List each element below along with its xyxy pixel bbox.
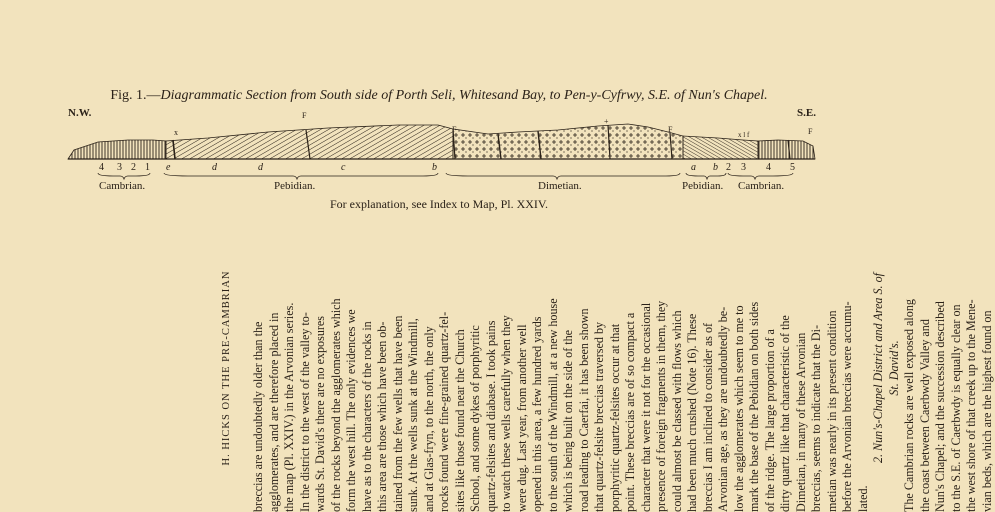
- body-text: [251, 224, 995, 512]
- text-line: had been much crushed (Note 16). These: [685, 313, 699, 512]
- section-subheading: 2. Nun's-Chapel District and Area S. of: [871, 272, 885, 464]
- marker-fault: F: [668, 125, 673, 134]
- text-line: Arvonian age, as they are undoubtedly be-: [716, 306, 730, 512]
- text-line: to the S.E. of Caerbwdy is equally clear on: [948, 304, 963, 512]
- unit-label-cambrian: Cambrian.: [738, 180, 785, 192]
- text-line: porphyritic quartz-felsites occur at that: [607, 323, 622, 512]
- letter-label: b: [432, 162, 437, 173]
- text-line: have as to the characters of the rocks in: [359, 321, 374, 512]
- text-line: Nun's Chapel; and the succession described: [933, 301, 947, 512]
- text-line: wards St. David's there are no exposures: [313, 316, 327, 512]
- text-line: were dug. Last year, from another well: [514, 324, 529, 512]
- text-line: to watch these wells carefully when they: [499, 315, 513, 512]
- text-line: road leading to Caerfai, it has been shown: [576, 308, 591, 512]
- number-label: 2: [131, 162, 136, 173]
- text-line: breccias I am inclined to consider as of: [700, 322, 715, 512]
- text-line: metian was nearly in its present condition: [824, 310, 839, 512]
- unit-label-cambrian: Cambrian.: [99, 180, 146, 192]
- text-line: before the Arvonian breccias were accumu-: [840, 301, 854, 512]
- marker-fault: F: [302, 111, 307, 120]
- text-line: low the agglomerates which seem to me to: [731, 305, 746, 512]
- text-line: which is being built on the side of the: [561, 329, 575, 512]
- letter-label: d: [258, 162, 263, 173]
- text-line: quartz-felsites and diabase. I took pains: [483, 320, 498, 512]
- text-line: the west shore of that creek up to the Mene-: [964, 299, 978, 512]
- running-header: H. HICKS ON THE PRE-CAMBRIAN: [221, 270, 232, 466]
- text-line: agglomerates, and are therefore placed in: [266, 312, 281, 512]
- text-line: In the district to the west of the valley to-: [297, 312, 312, 512]
- text-line: presence of foreign fragments in them, they: [654, 300, 668, 512]
- text-line: sites like those found near the Church: [452, 329, 467, 512]
- text-line: point. These breccias are of so compact a: [623, 312, 637, 512]
- figure-explanation: For explanation, see Index to Map, Pl. XXIV.: [329, 197, 549, 211]
- text-line: Dimetian, in many of these Arvonian: [793, 332, 808, 512]
- number-label: 4: [766, 162, 771, 173]
- letter-label: a: [691, 162, 696, 173]
- number-label: 4: [99, 162, 104, 173]
- number-label: 2: [726, 162, 731, 173]
- text-line: could almost be classed with flows which: [669, 310, 684, 512]
- text-line: to the south of the Windmill, at a new house: [545, 298, 560, 512]
- figure-title: Diagrammatic Section from South side of Porth Seli, Whitesand Bay, to Pen-y-Cyfrwy, S.E. of Nun's Chapel.: [160, 88, 768, 103]
- text-line: breccias are undoubtedly older than the: [251, 321, 265, 512]
- number-label: 5: [790, 162, 795, 173]
- text-line: form the west hill. The only evidences we: [344, 309, 358, 512]
- letter-label: d: [212, 162, 217, 173]
- text-line: of the rocks beyond the agglomerates which: [328, 298, 343, 512]
- marker-fault: F: [808, 127, 813, 136]
- unit-label-pebidian: Pebidian.: [274, 180, 316, 192]
- text-line: rocks found were fine-grained quartz-fel-: [437, 311, 451, 512]
- text-line: opened in this area, a few hundred yards: [530, 316, 544, 512]
- text-line: The Cambrian rocks are well exposed along: [902, 299, 916, 512]
- letter-label: e: [166, 162, 171, 173]
- text-line: School, and some dykes of porphyritic: [468, 325, 482, 512]
- marker-plus: +: [604, 117, 609, 126]
- text-line: dirty quartz like that characteristic of the: [778, 315, 792, 512]
- text-line: the coast between Caerbwdy Valley and: [917, 319, 932, 512]
- text-line: breccias, seems to indicate that the Di-: [809, 324, 823, 512]
- marker-xlf: x l f: [738, 131, 750, 139]
- text-line: the map (Pl. XXIV.) in the Arvonian series.: [282, 302, 296, 512]
- direction-se: S.E.: [797, 107, 816, 119]
- unit-label-pebidian: Pebidian.: [682, 180, 724, 192]
- letter-label: b: [713, 162, 718, 173]
- figure-caption: [0, 88, 878, 104]
- direction-nw: N.W.: [68, 107, 92, 119]
- text-line: and at Glas-fryn, to the north, the only: [421, 326, 436, 512]
- letter-label: c: [341, 162, 346, 173]
- text-line: tained from the few wells that have been: [390, 315, 405, 512]
- unit-label-dimetian: Dimetian.: [538, 180, 582, 192]
- marker-x: x: [174, 128, 178, 137]
- number-label: 3: [117, 162, 122, 173]
- text-line: vian beds, which are the highest found on: [979, 310, 994, 512]
- text-line: that quartz-felsite breccias traversed by: [592, 321, 606, 512]
- geological-section: [68, 118, 815, 163]
- marker-fault: F: [452, 125, 457, 134]
- section-subheading: St. David's.: [886, 340, 901, 396]
- number-label: 3: [741, 162, 746, 173]
- text-line: sunk. At the wells sunk at the Windmill,: [406, 318, 420, 512]
- number-label: 1: [145, 162, 150, 173]
- text-line: character that were it not for the occasional: [638, 302, 653, 512]
- rotated-page: [218, 224, 994, 512]
- text-line: lated.: [855, 485, 870, 512]
- text-line: mark the base of the Pebidian on both sides: [747, 301, 761, 512]
- text-line: of the ridge. The large proportion of a: [762, 329, 777, 512]
- text-line: this area are those which have been ob-: [375, 321, 389, 512]
- figure-label: Fig. 1.—: [110, 88, 161, 103]
